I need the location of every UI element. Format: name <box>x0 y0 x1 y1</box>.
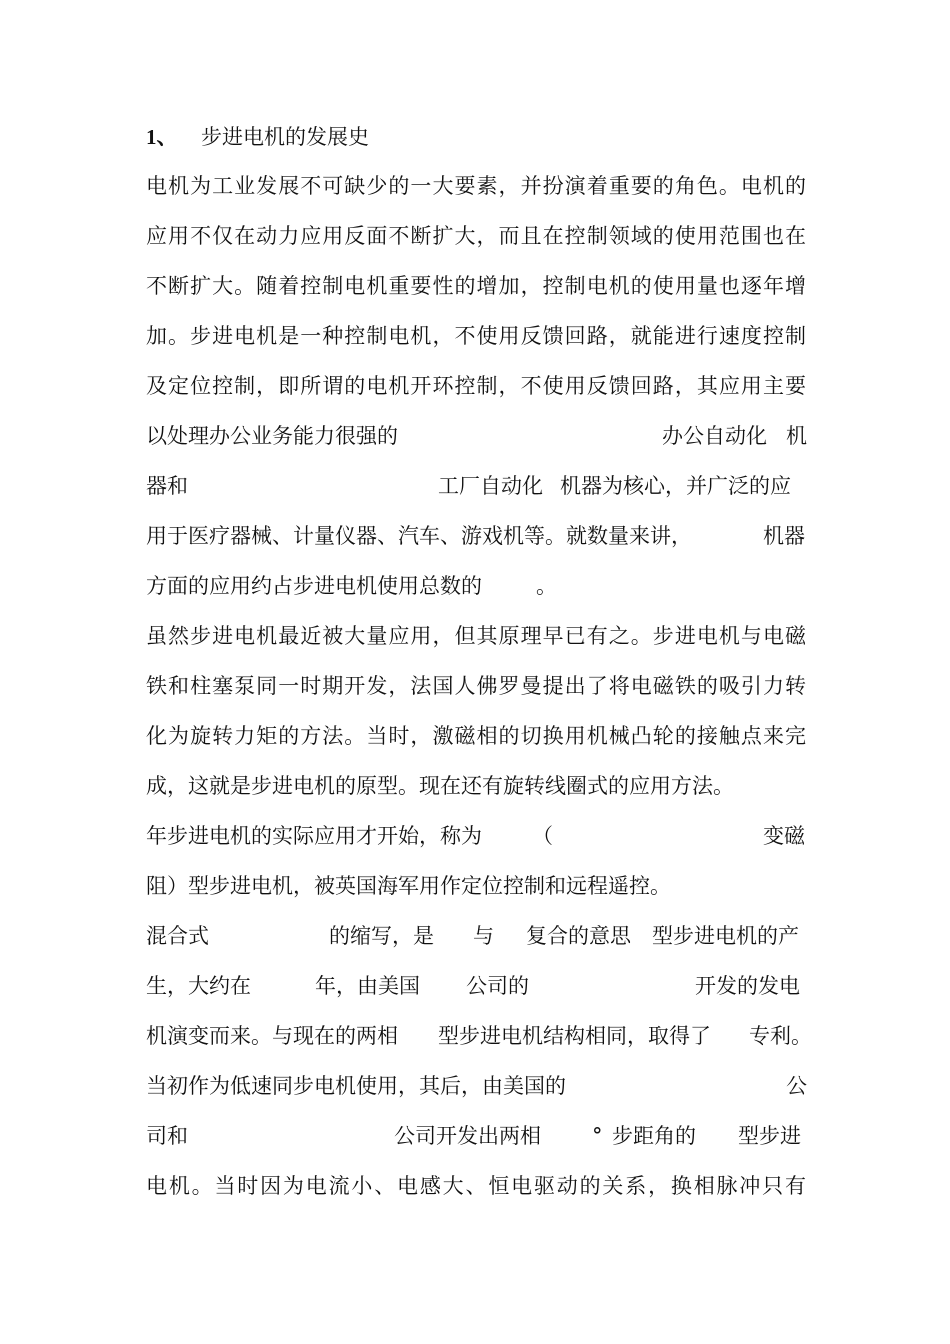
text-line <box>146 911 806 961</box>
text-segment: 用于医疗器械、计量仪器、汽车、游戏机等。就数量来讲， <box>146 524 692 548</box>
text-segment: 步距角的 <box>612 1124 696 1148</box>
text-segment: 公 <box>786 1074 807 1098</box>
text-line <box>146 1061 806 1111</box>
text-line: 阻）型步进电机，被英国海军用作定位控制和远程遥控。 <box>146 874 671 898</box>
text-line <box>146 961 806 1011</box>
text-segment: 年步进电机的实际应用才开始，称为 <box>146 824 482 848</box>
text-segment: 器和 <box>146 474 188 498</box>
text-segment: ° <box>592 1124 603 1148</box>
text-line: 电机。当时因为电流小、电感大、恒电驱动的关系，换相脉冲只有 <box>146 1174 806 1198</box>
text-segment: 年，由美国 <box>315 974 420 998</box>
section-title: 步进电机的发展史 <box>201 125 369 149</box>
section-heading <box>146 112 369 162</box>
text-line <box>146 561 806 611</box>
text-segment: 机 <box>786 424 807 448</box>
text-line <box>146 411 806 461</box>
text-segment: 公司的 <box>466 974 529 998</box>
text-line <box>146 1111 806 1161</box>
text-line: 加。步进电机是一种控制电机，不使用反馈回路，就能进行速度控制 <box>146 324 806 348</box>
section-number: 1、 <box>146 125 178 149</box>
text-segment: （ <box>532 824 553 848</box>
text-segment: 以处理办公业务能力很强的 <box>146 424 398 448</box>
text-line <box>146 811 806 861</box>
text-segment: 当初作为低速同步电机使用，其后，由美国的 <box>146 1074 566 1098</box>
text-segment: 机演变而来。与现在的两相 <box>146 1024 398 1048</box>
text-segment: 机器 <box>763 524 805 548</box>
text-segment: 与 <box>473 924 494 948</box>
text-line: 虽然步进电机最近被大量应用，但其原理早已有之。步进电机与电磁 <box>146 624 806 648</box>
text-segment: 复合的意思 <box>526 924 631 948</box>
text-line <box>146 511 806 561</box>
text-segment: 工厂自动化 <box>438 474 543 498</box>
text-line: 电机为工业发展不可缺少的一大要素，并扮演着重要的角色。电机的 <box>146 174 806 198</box>
text-segment: 变磁 <box>763 824 805 848</box>
text-segment: 。 <box>536 574 557 598</box>
text-segment: 办公自动化 <box>662 424 767 448</box>
text-segment: 的缩写，是 <box>329 924 434 948</box>
text-segment: 机器为核心，并广泛的应 <box>560 474 791 498</box>
text-segment: 生，大约在 <box>146 974 251 998</box>
text-line: 及定位控制，即所谓的电机开环控制，不使用反馈回路，其应用主要 <box>146 374 806 398</box>
text-line: 不断扩大。随着控制电机重要性的增加，控制电机的使用量也逐年增 <box>146 274 806 298</box>
text-segment: 公司开发出两相 <box>394 1124 541 1148</box>
text-line: 化为旋转力矩的方法。当时，激磁相的切换用机械凸轮的接触点来完 <box>146 724 806 748</box>
text-line: 铁和柱塞泵同一时期开发，法国人佛罗曼提出了将电磁铁的吸引力转 <box>146 674 806 698</box>
text-segment: 型步进 <box>738 1124 801 1148</box>
text-segment: 方面的应用约占步进电机使用总数的 <box>146 574 482 598</box>
text-segment: 型步进电机结构相同，取得了 <box>438 1024 711 1048</box>
text-segment: 专利。 <box>749 1024 812 1048</box>
text-line: 应用不仅在动力应用反面不断扩大，而且在控制领域的使用范围也在 <box>146 224 806 248</box>
text-segment: 混合式 <box>146 924 209 948</box>
text-line <box>146 1011 812 1061</box>
text-segment: 型步进电机的产 <box>652 924 799 948</box>
text-line <box>146 461 806 511</box>
text-segment: 开发的发电 <box>695 974 800 998</box>
text-line: 成，这就是步进电机的原型。现在还有旋转线圈式的应用方法。 <box>146 774 734 798</box>
text-segment: 司和 <box>146 1124 188 1148</box>
